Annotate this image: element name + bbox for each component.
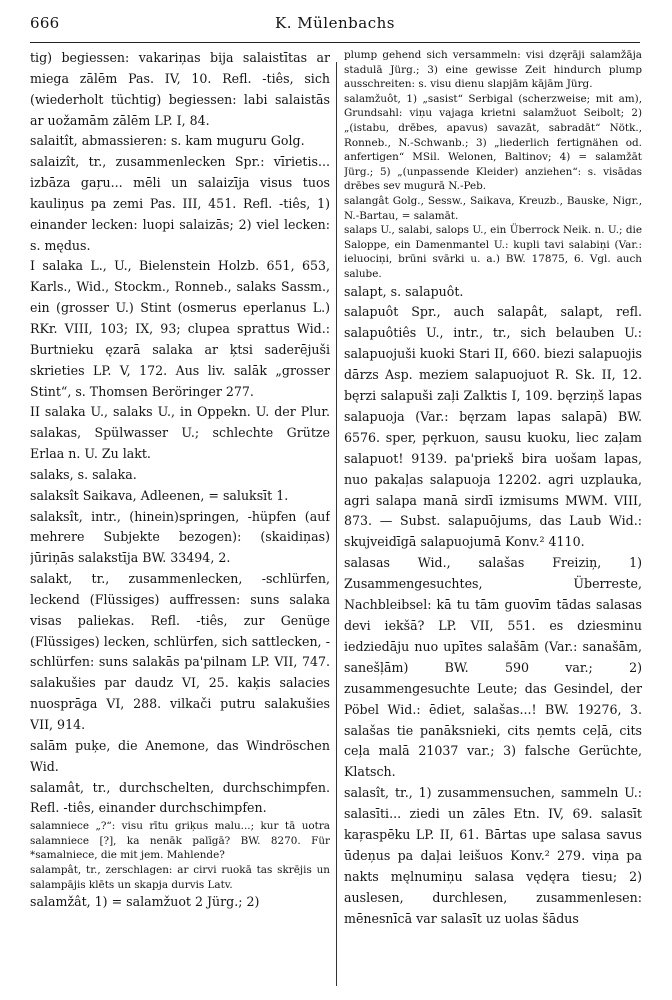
running-head: K. Mülenbachs xyxy=(275,14,395,32)
entry-tig-begiessen: tig) begiessen: vakariņas bija salaistītas ar miega zālēm Pas. IV, 10. Refl. -tiês, sich (wiederholt tüchtig) begiessen: labi salaistās ar uožamām zālēm LP. I, 84. xyxy=(30,50,330,128)
entry-salaksit-a: salaksît Saikava, Adleenen, = saluksīt 1. xyxy=(30,487,289,503)
header-rule xyxy=(30,42,640,43)
entry-salaps: salaps U., salabi, salops U., ein Überrock Neik. n. U.; die Saloppe, ein Damenmantel U.: kupli tavi salabiņi (Var.: ieluociņi, brūni svārki u. a.) BW. 17875, 6. Vgl. auch salube. xyxy=(344,224,642,280)
right-column xyxy=(344,48,642,996)
entry-salangat: salangât Golg., Sessw., Saikava, Kreuzb., Bauske, Nigr., N.-Bartau, = salamāt. xyxy=(344,194,642,222)
entry-salam-puke: salām puķe, die Anemone, das Windröschen Wid. xyxy=(30,737,330,774)
entry-salampat: salampât, tr., zerschlagen: ar cirvi ruokā tas skrējis un salampājis klēts un skapja durvis Latv. xyxy=(30,864,330,891)
entry-salasit: salasît, tr., 1) zusammensuchen, sammeln U.: salasīti... ziedi un zāles Etn. IV, 69. salasīt kaŗaspēku LP. II, 61. Bārtas upe salasa savus ūdeņus pa daļai leišuos Konv.² 279. viņa pa nakts męlnumiņu salasa vędęra tiesu; 2) auslesen, durchlesen, zusammenlesen: mēnesnīcā var salasīt uz uolas šādus xyxy=(344,785,642,926)
entry-salaksit-b: salaksît, intr., (hinein)springen, -hüpfen (auf mehrere Subjekte bezogen): (skaidiņas) jūriņās salakstīja BW. 33494, 2. xyxy=(30,508,330,566)
entry-salakt: salakt, tr., zusammenlecken, -schlürfen, leckend (Flüssiges) auffressen: suns salaka visas paliekas. Refl. -tiês, zur Genüge (Flüssiges) lecken, schlürfen, sich sattlecken, -schlürfen: suns salakās pa'pilnam LP. VII, 747. salakušies par daudz VI, 25. kaķis salacies nuosprāga VI, 288. vilkači putru salakušies VII, 914. xyxy=(30,571,330,732)
entry-salapt: salapt, s. salapuôt. xyxy=(344,283,464,299)
entry-salaizit: salaizît, tr., zusammenlecken Spr.: vīrietis... izbāza gaŗu... mēli un salaizīja visus tuos kauliņus pa zemi Pas. III, 451. Refl. -tiês, 1) einander lecken: luopi salaizās; 2) viel lecken: s. mędus. xyxy=(30,154,330,253)
entry-salamniece: salamniece „?“: visu rītu griķus malu...; kur tā uotra salamniece [?], ka nenāk palīgā? BW. 8270. Für *samalniece, die mit jem. Mahlende? xyxy=(30,820,330,862)
entry-salapuot: salapuôt Spr., auch salapât, salapt, refl. salapuôtiês U., intr., tr., sich belauben U.: salapuojuši kuoki Stari II, 660. biezi salapuojis dārzs Asp. meziem salapuojuot R. Sk. II, 12. bęrzi salapuši zaļi Zalktis I, 109. bęrziņš lapas salapuoja (Var.: bęrzam lapas salapā) BW. 6576. sper, pęrkuon, sausu kuoku, liec zaļam salapuot! 9139. pa'priekš bira uošam lapas, nuo pakaļas salapuoja 12202. agri uzplauka, agri salapa manā sirdī izmisums MWM. VIII, 873. — Subst. salapuōjums, das Laub Wid.: skujveidīgā salapuojumā Konv.² 4110. xyxy=(344,304,642,550)
entry-salasas: salasas Wid., salašas Freiziņ, 1) Zusammengesuchtes, Überreste, Nachbleibsel: kā tu tām guovīm tādas salasas devi iekšā? LP. VII, 551. es dziesminu iedziedāju nuo upītes salašām (Var.: sanašām, sanešļām) BW. 590 var.; 2) zusammengesuchte Leute; das Gesindel, der Pöbel Wid.: ēdiet, salašas...! BW. 19276, 3. salašas tie panāksnieki, cits ņemts ceļā, cits ceļa malā 21037 var.; 3) falsche Gerüchte, Klatsch. xyxy=(344,555,642,780)
entry-salamzat: salamžât, 1) = salamžuot 2 Jürg.; 2) xyxy=(30,894,260,910)
page-header xyxy=(30,10,640,36)
entry-salaka-1: I salaka L., U., Bielenstein Holzb. 651, 653, Karls., Wid., Stockm., Ronneb., salaks Sassm., ein (grosser U.) Stint (osmerus eperlanus L.) RKr. VIII, 103; IX, 93; clupea sprattus Wid.: Burtnieku ęzarā salaka ar ķtsi saderējuši skrieties LP. V, 172. Aus liv. salāk „grosser Stint“, s. Thomsen Beröringer 277. xyxy=(30,258,330,399)
entry-salaka-2: II salaka U., salaks U., in Oppekn. U. der Plur. salakas, Spülwasser U.; schlechte Grütze Erlaa n. U. Zu lakt. xyxy=(30,404,330,462)
column-divider xyxy=(336,62,337,986)
entry-salaks: salaks, s. salaka. xyxy=(30,466,137,482)
page-number: 666 xyxy=(30,14,60,32)
entry-salaitit: salaitît, abmassieren: s. kam muguru Golg. xyxy=(30,133,305,149)
entry-salamzuot: salamžuôt, 1) „sasist“ Serbigal (scherzweise; mit am), Grundsahl: viņu vajaga krietni salamžuot Seibolt; 2) „(istabu, drēbes, apavus) savazāt, sabradāt“ Nötk., Ronneb., N.-Schwanb.; 3) „liederlich fertignähen od. anfertigen“ MSil. Welonen, Baltinov; 4) = salamžāt Jürg.; 5) „(unpassende Kleider) anziehen“: s. visādas drēbes sev mugurā N.-Peb. xyxy=(344,92,642,193)
left-column xyxy=(30,48,330,996)
entry-salamat: salamât, tr., durchschelten, durchschimpfen. Refl. -tiês, einander durchschimpfen. xyxy=(30,779,330,816)
entry-salamzat-cont: plump gehend sich versammeln: visi dzęrāji salamžāja stadulā Jürg.; 3) eine gewisse Zeit hindurch plump ausschreiten: s. visu dienu slapjām kājām Jürg. xyxy=(344,49,642,91)
